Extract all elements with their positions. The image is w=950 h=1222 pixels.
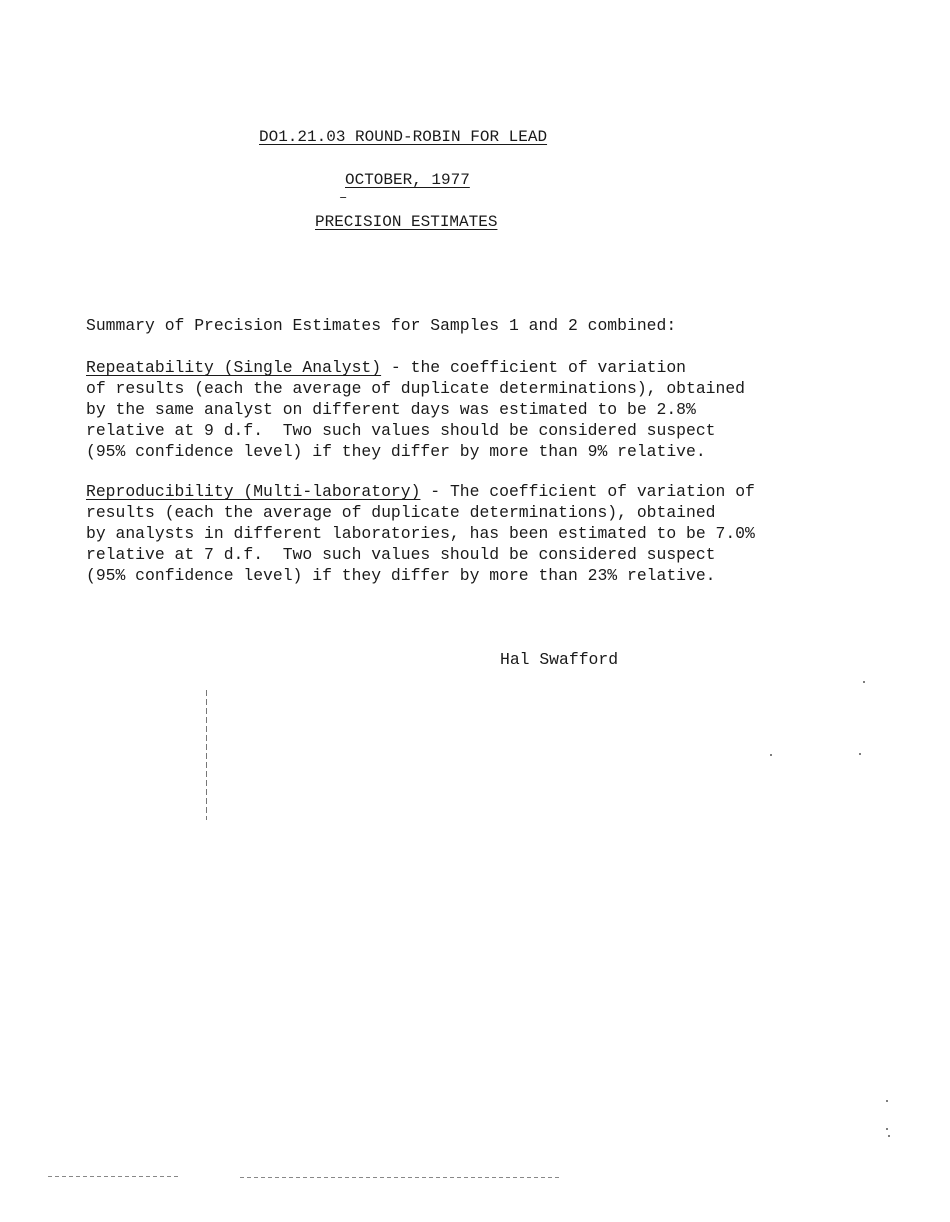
repeatability-heading: Repeatability (Single Analyst): [86, 358, 382, 377]
document-date: OCTOBER, 1977: [345, 171, 470, 189]
reproducibility-line-3: by analysts in different laboratories, has been estimated to be 7.0%: [86, 523, 755, 543]
signature-name: Hal Swafford: [500, 650, 619, 669]
scan-speck: [863, 681, 865, 683]
repeatability-line-3: by the same analyst on different days was estimated to be 2.8%: [86, 399, 696, 419]
document-subtitle: PRECISION ESTIMATES: [315, 213, 498, 231]
repeatability-line-2: of results (each the average of duplicate determinations), obtained: [86, 378, 746, 398]
scan-speck: [770, 754, 772, 756]
reproducibility-line-1: - The coefficient of variation of: [420, 482, 755, 501]
scan-mark: [340, 194, 348, 198]
reproducibility-line-4: relative at 7 d.f. Two such values should be considered suspect: [86, 544, 716, 564]
repeatability-line-1: - the coefficient of variation: [381, 358, 687, 377]
scan-speck: [886, 1128, 888, 1130]
scan-artifact-dash: [240, 1177, 560, 1178]
document-title: DO1.21.03 ROUND-ROBIN FOR LEAD: [259, 128, 548, 146]
reproducibility-line-2: results (each the average of duplicate determinations), obtained: [86, 502, 716, 522]
reproducibility-heading: Reproducibility (Multi-laboratory): [86, 482, 421, 501]
scan-speck: [888, 1135, 890, 1137]
repeatability-line-4: relative at 9 d.f. Two such values should be considered suspect: [86, 420, 716, 440]
summary-heading: Summary of Precision Estimates for Samples 1 and 2 combined:: [86, 316, 677, 335]
scan-speck: [859, 753, 861, 755]
repeatability-line-5: (95% confidence level) if they differ by more than 9% relative.: [86, 441, 706, 461]
scan-artifact-dash: [48, 1176, 178, 1177]
scan-artifact-line: [206, 690, 207, 820]
repeatability-paragraph: [86, 358, 846, 463]
reproducibility-line-5: (95% confidence level) if they differ by more than 23% relative.: [86, 565, 716, 585]
scan-speck: [886, 1100, 888, 1102]
reproducibility-paragraph: [86, 482, 846, 587]
